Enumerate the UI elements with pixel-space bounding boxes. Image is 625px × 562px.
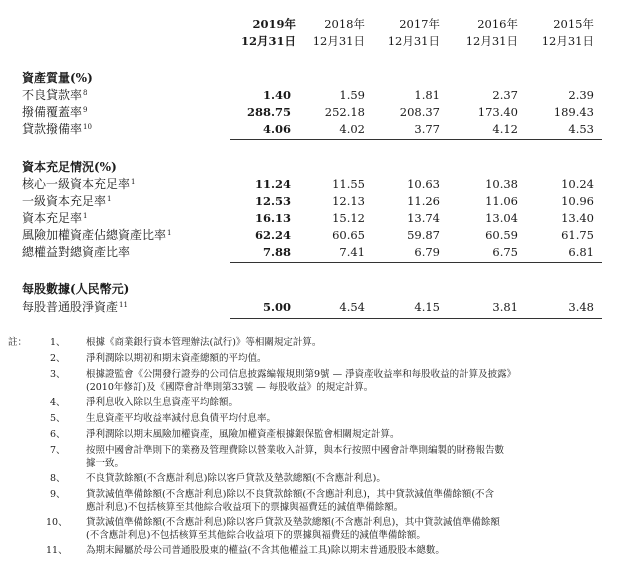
value-cell: 173.40 xyxy=(477,105,518,119)
row-label: 總權益對總資產比率 xyxy=(22,245,131,259)
table-row xyxy=(0,104,625,120)
section-title: 每股數據(人民幣元) xyxy=(22,282,130,296)
table-row xyxy=(0,121,625,137)
year-label: 2019年 xyxy=(252,17,296,31)
value-cell: 6.81 xyxy=(568,245,594,259)
year-label: 2015年 xyxy=(553,17,594,31)
value-cell: 11.26 xyxy=(407,194,440,208)
row-label: 資本充足率$^1$ xyxy=(22,211,88,225)
table-row xyxy=(0,210,625,226)
value-cell: 4.02 xyxy=(339,122,365,136)
section-divider xyxy=(230,139,602,140)
value-cell: 252.18 xyxy=(324,105,365,119)
year-label: 2018年 xyxy=(324,17,365,31)
year-col-2017 xyxy=(356,16,440,50)
section-title: 資本充足情況(%) xyxy=(22,160,117,174)
year-header xyxy=(0,16,625,56)
row-label: 每股普通股淨資產$^{11}$ xyxy=(22,300,128,314)
value-cell: 11.06 xyxy=(485,194,518,208)
value-cell: 12.53 xyxy=(254,194,291,208)
value-cell: 4.12 xyxy=(492,122,518,136)
date-label: 12月31日 xyxy=(541,34,594,48)
year-col-2015 xyxy=(510,16,594,50)
value-cell: 13.40 xyxy=(561,211,594,225)
year-col-2018 xyxy=(281,16,365,50)
table-row xyxy=(0,244,625,260)
value-cell: 6.75 xyxy=(492,245,518,259)
value-cell: 10.38 xyxy=(485,177,518,191)
value-cell: 4.53 xyxy=(568,122,594,136)
value-cell: 3.81 xyxy=(492,300,518,314)
value-cell: 2.39 xyxy=(568,88,594,102)
value-cell: 3.48 xyxy=(568,300,594,314)
value-cell: 10.63 xyxy=(407,177,440,191)
section-title: 資產質量(%) xyxy=(22,71,93,85)
value-cell: 189.43 xyxy=(553,105,594,119)
financial-indicators-page: 2019年 12月31日 2018年 12月31日 2017年 12月31日 2016年 12月31日 2015年 12月31日 資產質量(%) 不良貸款率$^8$ 1.40 1.59 1.81 2.37 2.39 撥備覆蓋率$^9$ 288.75 252.18 208.37 173.40 189.43 貸款撥備率$^{10}$ 4.06 4.02 3.77 4.12 4.53 資本充足情況(%) 核心一級資本充足率$^1$ 11.24 11.55 10.63 10.38 10.24 一級資本充足率$^1$ 12.53 12.13 11.26 11.06 10.96 資本充足率$^1$ 16.13 15.12 13.74 13.04 13.40 風險加權資產佔總資產比率$^1$ 62.24 60.65 59.87 60.59 61.75 總權益對總資產比率 7.88 7.41 6.79 6.75 6.81 每股數據(人民幣元) 每股普通股淨資產$^{11}$ 5.00 4.54 4.15 3.81 3.48 註： 1、 根據《商業銀行資本管理辦法(試行)》等相關規定計算。 2、 淨利潤除以期初和期末資產總額的平均值。 3、 根據證監會《公開發行證券的公司信息披露編報規則第9號 — 淨資產收益率和每股收益的計算及披露》 (2010年修訂)及《國際會計準則第33號 — 每股收益》的規定計算。 4、 淨利息收入除以生息資產平均餘額。 5、 生息資產平均收益率減付息負債平均付息率。 6、 淨利潤除以期末風險加權資產，風險加權資產根據銀保監會相關規定計算。 7、 按照中國會計準則下的業務及管理費除以營業收入計算，與本行按照中國會計準則編製的財務報告數 據一致。 8、 不良貸款餘額(不含應計利息)除以客戶貸款及墊款總額(不含應計利息)。 9、 貸款減值準備餘額(不含應計利息)除以不良貸款餘額(不含應計利息)，其中貸款減值準備餘額(不含 應計利息)不包括核算至其他綜合收益項下的票據與福費廷的減值準備餘額。 10、 貸款減值準備餘額(不含應計利息)除以客戶貸款及墊款總額(不含應計利息)，其中貸款減值準備餘額 (不含應計利息)不包括核算至其他綜合收益項下的票據與福費廷的減值準備餘額。 11、 為期末歸屬於母公司普通股股東的權益(不含其他權益工具)除以期末普通股股本總數。 xyxy=(0,0,625,562)
row-label: 貸款撥備率$^{10}$ xyxy=(22,122,92,136)
row-label: 風險加權資產佔總資產比率$^1$ xyxy=(22,228,172,242)
table-row xyxy=(0,176,625,192)
value-cell: 208.37 xyxy=(399,105,440,119)
value-cell: 2.37 xyxy=(492,88,518,102)
value-cell: 62.24 xyxy=(254,228,291,242)
value-cell: 1.59 xyxy=(339,88,365,102)
row-label: 不良貸款率$^8$ xyxy=(22,88,88,102)
value-cell: 6.79 xyxy=(414,245,440,259)
value-cell: 10.24 xyxy=(561,177,594,191)
table-row xyxy=(0,193,625,209)
value-cell: 11.55 xyxy=(332,177,365,191)
notes-label: 註： xyxy=(8,337,28,348)
table-row xyxy=(0,87,625,103)
date-label: 12月31日 xyxy=(312,34,365,48)
value-cell: 288.75 xyxy=(246,105,291,119)
value-cell: 60.65 xyxy=(332,228,365,242)
value-cell: 4.06 xyxy=(262,122,291,136)
year-col-2016 xyxy=(434,16,518,50)
value-cell: 16.13 xyxy=(254,211,291,225)
value-cell: 12.13 xyxy=(332,194,365,208)
row-label: 核心一級資本充足率$^1$ xyxy=(22,177,136,191)
table-row xyxy=(0,299,625,315)
value-cell: 13.74 xyxy=(407,211,440,225)
section-divider xyxy=(230,262,602,263)
value-cell: 7.41 xyxy=(339,245,365,259)
value-cell: 11.24 xyxy=(254,177,291,191)
value-cell: 4.54 xyxy=(339,300,365,314)
date-label: 12月31日 xyxy=(240,34,296,48)
date-label: 12月31日 xyxy=(465,34,518,48)
value-cell: 15.12 xyxy=(332,211,365,225)
table-row xyxy=(0,227,625,243)
year-label: 2017年 xyxy=(399,17,440,31)
value-cell: 5.00 xyxy=(262,300,291,314)
row-label: 一級資本充足率$^1$ xyxy=(22,194,112,208)
section-divider xyxy=(230,318,602,319)
value-cell: 60.59 xyxy=(485,228,518,242)
value-cell: 4.15 xyxy=(414,300,440,314)
value-cell: 10.96 xyxy=(561,194,594,208)
value-cell: 1.81 xyxy=(414,88,440,102)
value-cell: 13.04 xyxy=(485,211,518,225)
value-cell: 7.88 xyxy=(262,245,291,259)
date-label: 12月31日 xyxy=(387,34,440,48)
row-label: 撥備覆蓋率$^9$ xyxy=(22,105,88,119)
value-cell: 3.77 xyxy=(414,122,440,136)
year-label: 2016年 xyxy=(477,17,518,31)
value-cell: 59.87 xyxy=(407,228,440,242)
value-cell: 61.75 xyxy=(561,228,594,242)
value-cell: 1.40 xyxy=(262,88,291,102)
